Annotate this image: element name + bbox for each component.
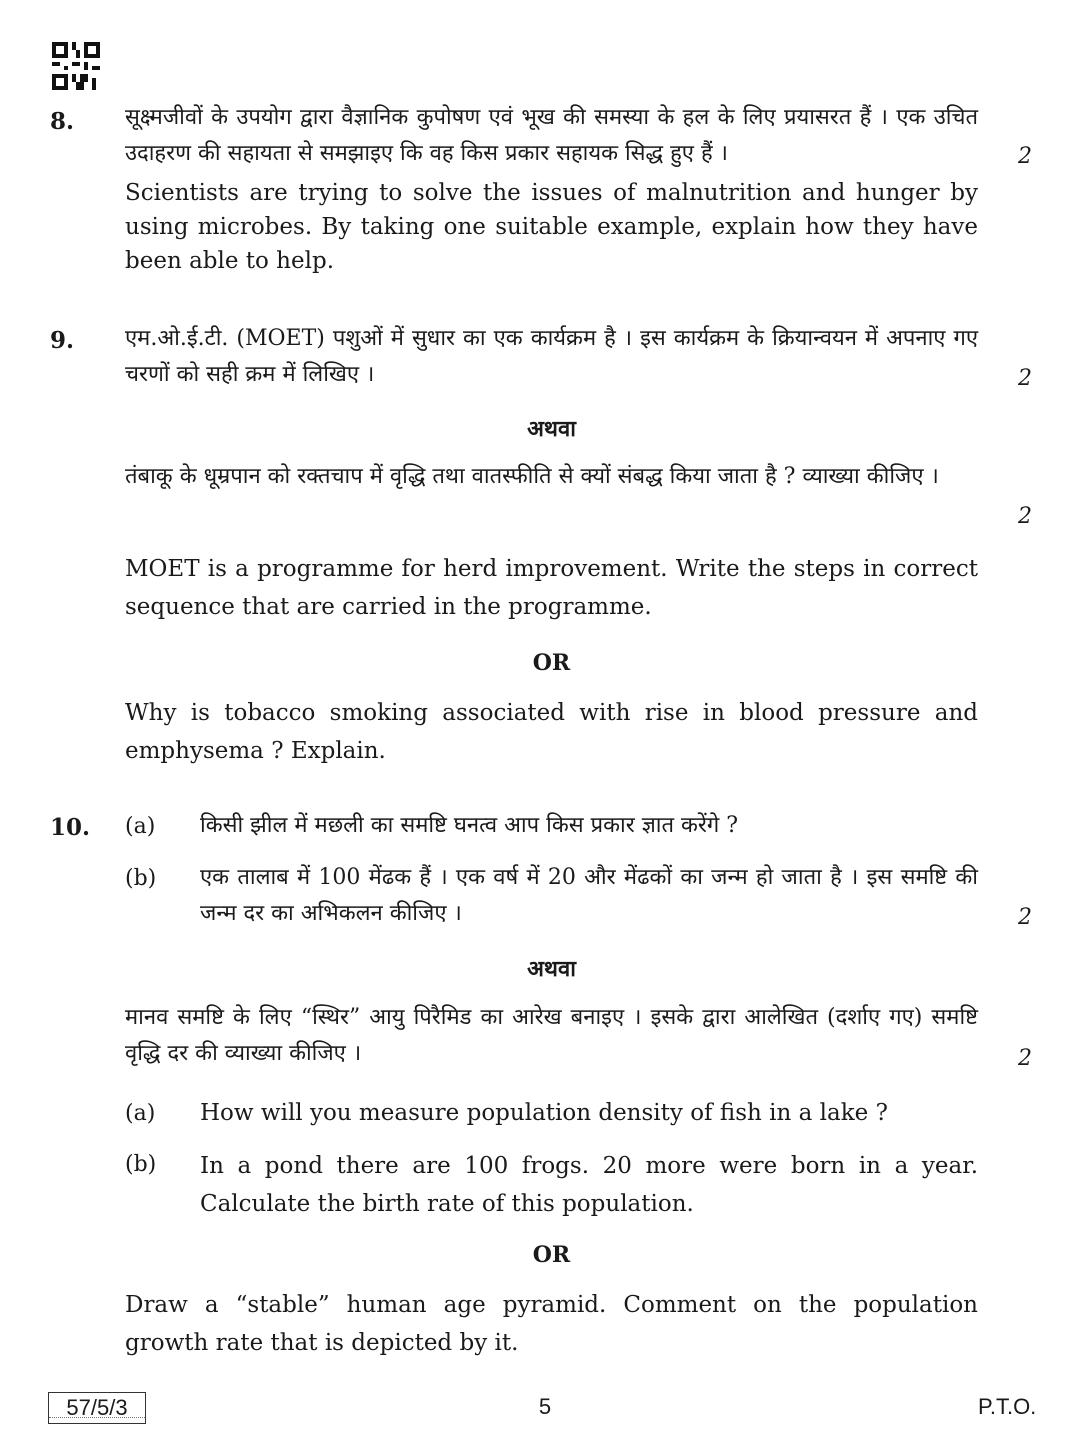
question-10-a-label-en: (a) (125, 1101, 156, 1126)
question-9-alt-hindi: तंबाकू के धूम्रपान को रक्तचाप में वृद्धि तथा वातस्फीति से क्यों संबद्ध किया जाता है ? व्याख्या कीजिए । (125, 464, 939, 489)
question-10-b-english: In a pond there are 100 frogs. 20 more were born in a year. Calculate the birth rate of this population. (200, 1153, 978, 1217)
question-10-b-hindi: एक तालाब में 100 मेंढक हैं । एक वर्ष में 20 और मेंढकों का जन्म हो जाता है । इस समष्टि की जन्म दर का अभिकलन कीजिए । (200, 865, 978, 926)
question-9-alt-marks: 2 (1018, 504, 1032, 529)
question-10-alt-hindi: मानव समष्टि के लिए “स्थिर” आयु पिरैमिड का आरेख बनाइए । इसके द्वारा आलेखित (दर्शाए गए) समष्टि वृद्धि दर की व्याख्या कीजिए । (125, 1005, 978, 1066)
page-number: 5 (538, 1394, 552, 1419)
question-10-b-label: (b) (125, 866, 157, 891)
question-number-8: 8. (50, 108, 75, 135)
question-8-english: Scientists are trying to solve the issues of malnutrition and hunger by using microbes. By taking one suitable example, explain how they have been able to help. (125, 180, 978, 274)
question-number-10: 10. (50, 814, 91, 841)
question-9-hindi: एम.ओ.ई.टी. (MOET) पशुओं में सुधार का एक कार्यक्रम है । इस कार्यक्रम के क्रियान्वयन में अपनाए गए चरणों को सही क्रम में लिखिए । (125, 326, 978, 387)
question-10-alt-marks: 2 (1018, 1046, 1032, 1071)
paper-code: 57/5/3 (66, 1395, 128, 1420)
qr-code-icon (52, 42, 100, 90)
please-turn-over: P.T.O. (978, 1394, 1037, 1419)
or-english-9: OR (532, 650, 571, 676)
question-10-marks: 2 (1018, 905, 1032, 930)
question-9-alt-english: Why is tobacco smoking associated with rise in blood pressure and emphysema ? Explain. (125, 700, 978, 764)
or-hindi-9: अथवा (527, 416, 576, 442)
code-microprint (49, 1417, 145, 1422)
paper-code-box (48, 1392, 146, 1424)
question-9-marks: 2 (1018, 366, 1032, 391)
or-english-10: OR (532, 1242, 571, 1268)
question-number-9: 9. (50, 327, 75, 354)
question-9-english: MOET is a programme for herd improvement. Write the steps in correct sequence that are carried in the programme. (125, 556, 978, 620)
question-10-a-hindi: किसी झील में मछली का समष्टि घनत्व आप किस प्रकार ज्ञात करेंगे ? (200, 813, 739, 838)
question-10-a-english: How will you measure population density of fish in a lake ? (200, 1100, 888, 1126)
question-10-b-label-en: (b) (125, 1152, 157, 1177)
question-8-marks: 2 (1018, 144, 1032, 169)
question-10-a-label: (a) (125, 814, 156, 839)
or-hindi-10: अथवा (527, 956, 576, 982)
question-10-alt-english: Draw a “stable” human age pyramid. Comment on the population growth rate that is depicted by it. (125, 1292, 978, 1356)
question-8-hindi: सूक्ष्मजीवों के उपयोग द्वारा वैज्ञानिक कुपोषण एवं भूख की समस्या के हल के लिए प्रयासरत हैं । एक उचित उदाहरण की सहायता से समझाइए कि वह किस प्रकार सहायक सिद्ध हुए हैं । (125, 105, 978, 166)
